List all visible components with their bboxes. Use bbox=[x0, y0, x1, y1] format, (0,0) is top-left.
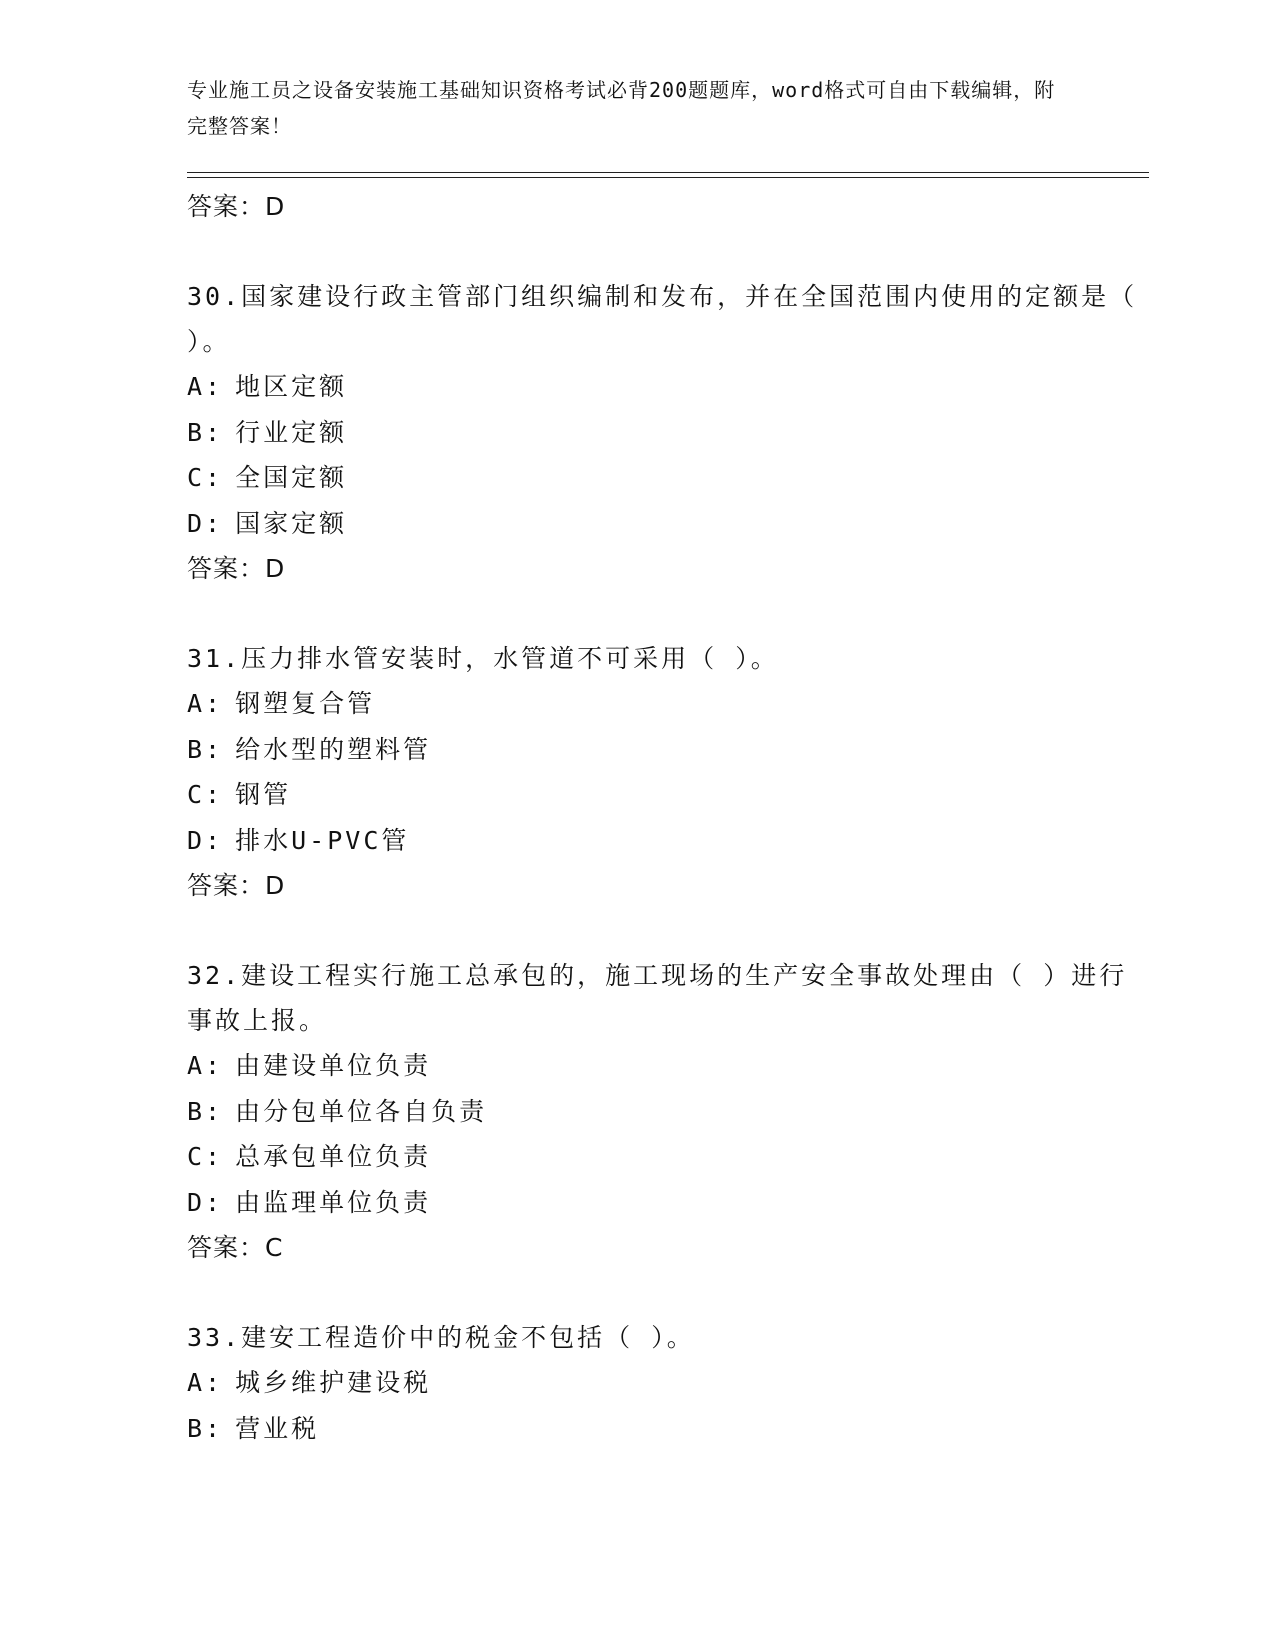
option-line bbox=[187, 818, 1149, 864]
option-key: D: bbox=[187, 508, 224, 538]
answer-line: 答案：D bbox=[187, 871, 286, 900]
option-key: D: bbox=[187, 1187, 224, 1217]
option-text: 由建设单位负责 bbox=[235, 1051, 432, 1080]
option-line bbox=[187, 1406, 1149, 1452]
option-line bbox=[187, 681, 1149, 727]
question-block bbox=[187, 636, 1149, 909]
question-block bbox=[187, 274, 1149, 592]
option-line bbox=[187, 1180, 1149, 1226]
option-text: 钢管 bbox=[235, 780, 292, 809]
option-line bbox=[187, 727, 1149, 773]
option-line bbox=[187, 1134, 1149, 1180]
option-line bbox=[187, 1043, 1149, 1089]
question-text: 30.国家建设行政主管部门组织编制和发布，并在全国范围内使用的定额是（ ）。 bbox=[187, 282, 1138, 356]
option-text: 全国定额 bbox=[235, 463, 348, 492]
question-text: 32.建设工程实行施工总承包的，施工现场的生产安全事故处理由（ ）进行事故上报。 bbox=[187, 961, 1128, 1035]
option-line bbox=[187, 501, 1149, 547]
question-text: 33.建安工程造价中的税金不包括（ ）。 bbox=[187, 1323, 695, 1352]
option-text: 由分包单位各自负责 bbox=[235, 1096, 488, 1126]
answer-line: 答案：D bbox=[187, 554, 286, 583]
option-text: 城乡维护建设税 bbox=[235, 1368, 432, 1397]
option-key: A: bbox=[187, 1368, 224, 1397]
question-block bbox=[187, 1315, 1149, 1451]
option-key: B: bbox=[187, 1413, 224, 1443]
option-key: A: bbox=[187, 372, 224, 401]
option-text: 排水U-PVC管 bbox=[235, 825, 410, 855]
question-text: 31.压力排水管安装时，水管道不可采用（ ）。 bbox=[187, 644, 779, 673]
option-text: 总承包单位负责 bbox=[235, 1142, 432, 1171]
option-text: 由监理单位负责 bbox=[235, 1187, 432, 1217]
option-key: B: bbox=[187, 417, 224, 447]
option-text: 钢塑复合管 bbox=[235, 689, 376, 718]
option-line bbox=[187, 1360, 1149, 1406]
question-block bbox=[187, 953, 1149, 1271]
option-text: 地区定额 bbox=[235, 372, 348, 401]
option-key: C: bbox=[187, 1142, 224, 1171]
option-text: 国家定额 bbox=[235, 508, 348, 538]
header-divider bbox=[187, 172, 1149, 178]
option-line bbox=[187, 1089, 1149, 1135]
option-text: 营业税 bbox=[235, 1413, 320, 1443]
option-key: A: bbox=[187, 1051, 224, 1080]
document-header: 专业施工员之设备安装施工基础知识资格考试必背200题题库，word格式可自由下载编辑，附完整答案！ bbox=[187, 78, 1056, 138]
option-line bbox=[187, 410, 1149, 456]
document-page bbox=[187, 72, 1149, 1451]
option-line bbox=[187, 364, 1149, 410]
option-line bbox=[187, 772, 1149, 818]
option-key: D: bbox=[187, 825, 224, 855]
option-key: C: bbox=[187, 780, 224, 809]
option-key: A: bbox=[187, 689, 224, 718]
option-text: 给水型的塑料管 bbox=[235, 734, 432, 764]
option-line bbox=[187, 455, 1149, 501]
option-key: B: bbox=[187, 1096, 224, 1126]
option-key: B: bbox=[187, 734, 224, 764]
option-key: C: bbox=[187, 463, 224, 492]
answer-line: 答案：C bbox=[187, 1233, 284, 1262]
answer-line: 答案：D bbox=[187, 192, 286, 221]
option-text: 行业定额 bbox=[235, 417, 348, 447]
